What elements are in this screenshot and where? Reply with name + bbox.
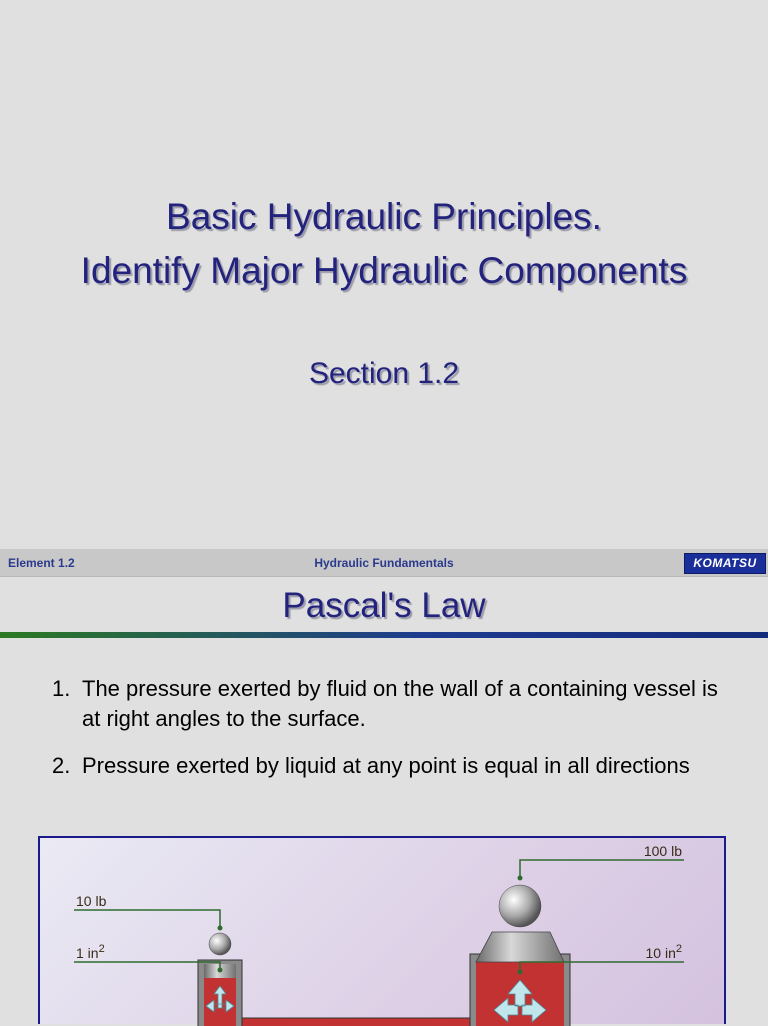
connecting-pipe — [240, 1018, 484, 1026]
element-label: Element 1.2 — [8, 556, 75, 570]
slide-header-bar — [0, 549, 768, 577]
slide-title-line1: Basic Hydraulic Principles. — [166, 196, 602, 237]
large-piston — [476, 932, 564, 962]
pascal-diagram-graphic — [40, 838, 728, 1026]
komatsu-logo — [684, 553, 766, 574]
slide-title-line2: Identify Major Hydraulic Components — [80, 250, 688, 291]
pascals-law-title: Pascal's Law — [282, 586, 486, 625]
list-number: 2. — [52, 753, 71, 778]
pascal-diagram — [38, 836, 726, 1024]
left-area-label: 1 $in^2$ — [76, 943, 105, 961]
list-number: 1. — [52, 676, 71, 701]
list-text: Pressure exerted by liquid at any point is equal in all directions — [82, 753, 690, 778]
right-weight-leader — [520, 860, 684, 878]
right-weight-label: 100 lb — [643, 843, 682, 859]
small-weight — [209, 933, 231, 955]
left-weight-leader — [74, 910, 220, 928]
right-area-label: 10 $in^2$ — [645, 943, 682, 961]
left-weight-leader-dot — [218, 926, 223, 931]
section-label: Section 1.2 — [308, 357, 460, 390]
title-divider — [0, 632, 768, 638]
list-text: The pressure exerted by fluid on the wall of a containing vessel is at right angles to the surface. — [82, 676, 718, 731]
right-weight-leader-dot — [518, 876, 523, 881]
left-area-leader-dot — [218, 968, 223, 973]
left-weight-label: 10 lb — [76, 893, 107, 909]
logo-text: KOMATSU — [693, 556, 757, 570]
right-area-leader-dot — [518, 970, 523, 975]
course-title: Hydraulic Fundamentals — [314, 556, 454, 570]
large-weight — [499, 885, 541, 927]
